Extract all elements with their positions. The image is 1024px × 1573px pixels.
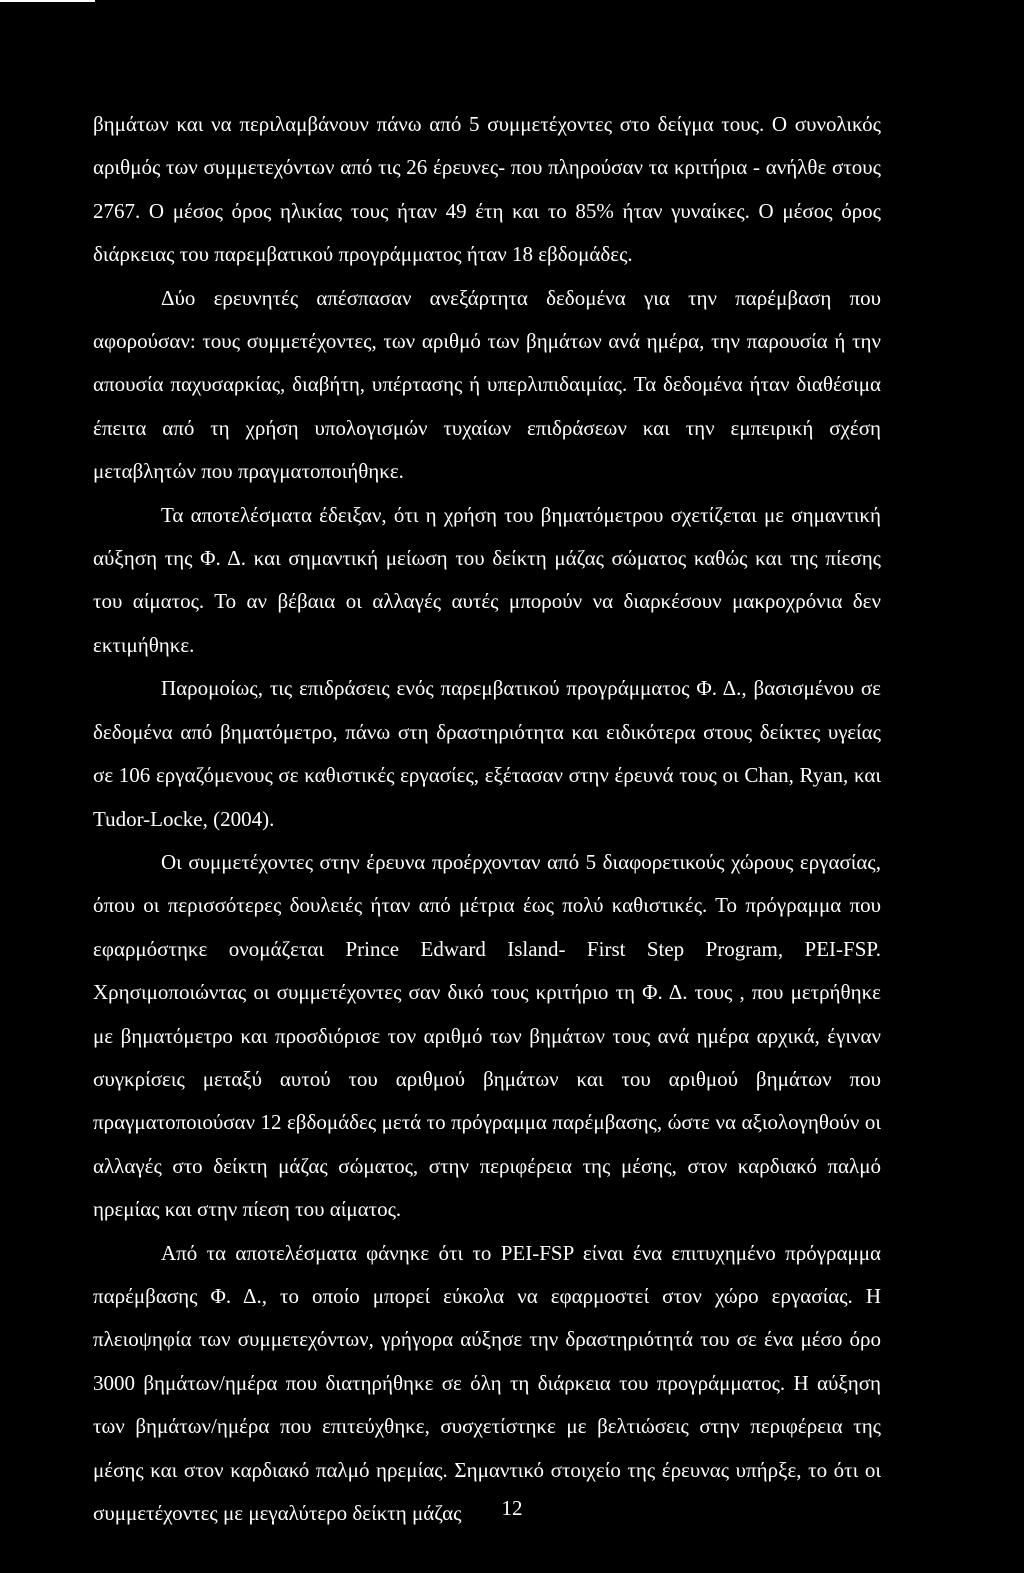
scan-edge-mark xyxy=(0,0,95,2)
document-body xyxy=(93,103,881,1535)
paragraph-pei-fsp-results: Από τα αποτελέσματα φάνηκε ότι το PEI-FSP είναι ένα επιτυχημένο πρόγραμμα παρέμβασης Φ. Δ., το οποίο μπορεί εύκολα να εφαρμοστεί στον χώρο εργασίας. Η πλειοψηφία των συμμετεχόντων, γρήγορα αύξησε την δραστηριότητά του σε ένα μέσο όρο 3000 βημάτων/ημέρα που διατηρήθηκε σε όλη τη διάρκεια του προγράμματος. Η αύξηση των βημάτων/ημέρα που επιτεύχθηκε, συσχετίστηκε με βελτιώσεις στην περιφέρεια της μέσης και στον καρδιακό παλμό ηρεμίας. Σημαντικό στοιχείο της έρευνας υπήρξε, το ότι οι συμμετέχοντες με μεγαλύτερο δείκτη μάζας xyxy=(93,1240,881,1525)
paragraph-continued: βημάτων και να περιλαμβάνουν πάνω από 5 συμμετέχοντες στο δείγμα τους. Ο συνολικός αριθμός των συμμετεχόντων από τις 26 έρευνες- που πληρούσαν τα κριτήρια - ανήλθε στους 2767. Ο μέσος όρος ηλικίας τους ήταν 49 έτη και το 85% ήταν γυναίκες. Ο μέσος όρος διάρκειας του παρεμβατικού προγράμματος ήταν 18 εβδομάδες. xyxy=(93,112,881,267)
paragraph-participants: Οι συμμετέχοντες στην έρευνα προέρχονταν από 5 διαφορετικούς χώρους εργασίας, όπου οι περισσότερες δουλειές ήταν από μέτρια έως πολύ καθιστικές. Το πρόγραμμα που εφαρμόστηκε ονομάζεται Prince Edward Island- First Step Program, PEI-FSP. Χρησιμοποιώντας οι συμμετέχοντες σαν δικό τους κριτήριο τη Φ. Δ. τους , που μετρήθηκε με βηματόμετρο και προσδιόρισε τον αριθμό των βημάτων τους ανά ημέρα αρχικά, έγιναν συγκρίσεις μεταξύ αυτού του αριθμού βημάτων και του αριθμού βημάτων που πραγματοποιούσαν 12 εβδομάδες μετά το πρόγραμμα παρέμβασης, ώστε να αξιολογηθούν οι αλλαγές στο δείκτη μάζας σώματος, στην περιφέρεια της μέσης, στον καρδιακό παλμό ηρεμίας και στην πίεση του αίματος. xyxy=(93,849,881,1222)
paragraph-data-extraction: Δύο ερευνητές απέσπασαν ανεξάρτητα δεδομένα για την παρέμβαση που αφορούσαν: τους συμμετέχοντες, των αριθμό των βημάτων ανά ημέρα, την παρουσία ή την απουσία παχυσαρκίας, διαβήτη, υπέρτασης ή υπερλιπιδαιμίας. Τα δεδομένα ήταν διαθέσιμα έπειτα από τη χρήση υπολογισμών τυχαίων επιδράσεων και την εμπειρική σχέση μεταβλητών που πραγματοποιήθηκε. xyxy=(93,285,881,484)
page-number: 12 xyxy=(501,1496,523,1520)
paragraph-chan-study: Παρομοίως, τις επιδράσεις ενός παρεμβατικού προγράμματος Φ. Δ., βασισμένου σε δεδομένα από βηματόμετρο, πάνω στη δραστηριότητα και ειδικότερα στους δείκτες υγείας σε 106 εργαζόμενους σε καθιστικές εργασίες, εξέτασαν στην έρευνά τους οι Chan, Ryan, και Tudor-Locke, (2004). xyxy=(93,676,881,831)
paragraph-results: Τα αποτελέσματα έδειξαν, ότι η χρήση του βηματόμετρου σχετίζεται με σημαντική αύξηση της Φ. Δ. και σημαντική μείωση του δείκτη μάζας σώματος καθώς και της πίεσης του αίματος. Το αν βέβαια οι αλλαγές αυτές μπορούν να διαρκέσουν μακροχρόνια δεν εκτιμήθηκε. xyxy=(93,502,881,657)
